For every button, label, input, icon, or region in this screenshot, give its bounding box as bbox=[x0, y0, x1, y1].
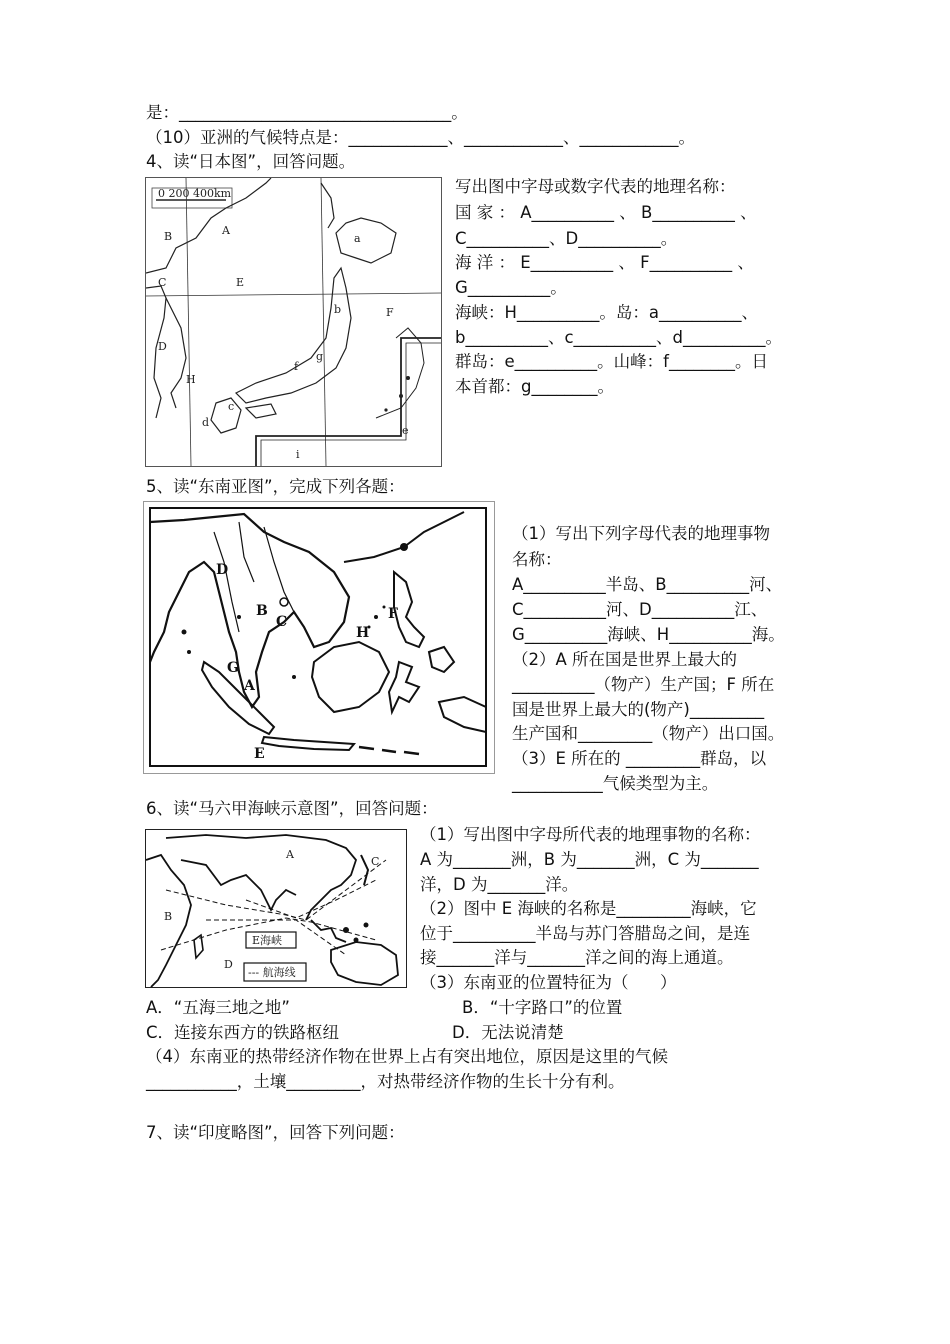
q4-line: b__________、c__________、d__________。 bbox=[455, 328, 783, 347]
q6-line: 洋，D 为_______洋。 bbox=[420, 875, 579, 894]
legend-strait: E海峡 bbox=[252, 934, 283, 947]
map-label: B bbox=[164, 230, 173, 243]
q5-line: （3）E 所在的 _________群岛，以 bbox=[512, 749, 767, 768]
option-b: B．“十字路口”的位置 bbox=[462, 998, 623, 1017]
map-label: C bbox=[371, 855, 380, 868]
q5-line: 名称： bbox=[512, 550, 562, 569]
q5-line: C__________河、D__________江、 bbox=[512, 600, 768, 619]
q5-line: （2）A 所在国是世界上最大的 bbox=[512, 650, 738, 669]
question-4-title: 4、读“日本图”，回答问题。 bbox=[146, 152, 356, 171]
q6-line: 位于__________半岛与苏门答腊岛之间，是连 bbox=[420, 924, 750, 943]
q4-line: C__________、D__________。 bbox=[455, 229, 678, 248]
q5-line: （1）写出下列字母代表的地理事物 bbox=[512, 524, 770, 543]
q4-line: 群岛：e__________。山峰：f________。日 bbox=[455, 352, 768, 371]
map-label: f bbox=[294, 360, 299, 373]
map-label: B bbox=[164, 910, 173, 923]
map-label: a bbox=[354, 232, 361, 245]
map-label: D bbox=[224, 958, 233, 971]
q5-line: __________（物产）生产国；F 所在 bbox=[512, 675, 775, 694]
question-7-title: 7、读“印度略图”，回答下列问题： bbox=[146, 1123, 405, 1142]
map-label: C bbox=[276, 614, 288, 630]
japan-map bbox=[145, 177, 442, 467]
q5-line: 国是世界上最大的(物产)_________ bbox=[512, 700, 765, 719]
southeast-asia-map bbox=[143, 501, 495, 774]
q6-line: A 为_______洲，B 为_______洲，C 为_______ bbox=[420, 850, 759, 869]
map-label: F bbox=[386, 306, 394, 319]
q6-sub4-line1: （4）东南亚的热带经济作物在世界上占有突出地位，原因是这里的气候 bbox=[146, 1047, 668, 1066]
map-label: A bbox=[244, 678, 255, 694]
map-label: d bbox=[202, 416, 210, 429]
q4-line: 国 家 ： A__________ 、 B__________ 、 bbox=[455, 203, 757, 222]
q6-sub4-line2: ___________，土壤_________，对热带经济作物的生长十分有利。 bbox=[146, 1072, 625, 1091]
question-5-title: 5、读“东南亚图”，完成下列各题： bbox=[146, 477, 405, 496]
map-label: H bbox=[186, 373, 196, 386]
option-d: D．无法说清楚 bbox=[452, 1023, 564, 1042]
legend-route: --- 航海线 bbox=[248, 966, 296, 979]
map-label: G bbox=[227, 660, 239, 676]
map-scale-text: 0 200 400km bbox=[158, 187, 232, 200]
option-c: C．连接东西方的铁路枢纽 bbox=[146, 1023, 340, 1042]
q5-line: G__________海峡、H__________海。 bbox=[512, 625, 785, 644]
map-label: C bbox=[158, 276, 167, 289]
q4-line: 本首都：g________。 bbox=[455, 377, 614, 396]
map-label: g bbox=[316, 350, 324, 363]
malacca-strait-map bbox=[145, 829, 407, 988]
map-label: A bbox=[286, 848, 294, 861]
map-label: E bbox=[236, 276, 245, 289]
q5-line: ___________气候类型为主。 bbox=[512, 774, 719, 793]
map-label: E bbox=[254, 746, 265, 762]
option-a: A．“五海三地之地” bbox=[146, 998, 290, 1017]
q4-line: 海峡：H__________。岛：a__________、 bbox=[455, 303, 759, 322]
q5-line: A__________半岛、B__________河、 bbox=[512, 575, 783, 594]
q6-line: （3）东南亚的位置特征为（ ） bbox=[420, 973, 677, 992]
map-label: e bbox=[402, 424, 409, 437]
question-6-title: 6、读“马六甲海峡示意图”，回答问题： bbox=[146, 799, 438, 818]
map-label: B bbox=[256, 603, 268, 619]
q4-line: 写出图中字母或数字代表的地理名称： bbox=[455, 177, 736, 196]
map-label: D bbox=[158, 340, 167, 353]
answer-line-asia: 是：_________________________________。 bbox=[146, 103, 468, 122]
q5-line: 生产国和_________（物产）出口国。 bbox=[512, 724, 785, 743]
map-label: H bbox=[356, 625, 370, 641]
question-10-climate: （10）亚洲的气候特点是：____________、____________、____________。 bbox=[146, 128, 695, 147]
map-label: D bbox=[216, 562, 229, 578]
map-label: i bbox=[296, 448, 300, 461]
map-label: c bbox=[228, 400, 235, 413]
q4-line: G__________。 bbox=[455, 278, 567, 297]
q6-line: 接_______洋与_______洋之间的海上通道。 bbox=[420, 948, 734, 967]
q6-line: （2）图中 E 海峡的名称是_________海峡，它 bbox=[420, 899, 757, 918]
q6-line: （1）写出图中字母所代表的地理事物的名称： bbox=[420, 825, 761, 844]
map-label: F bbox=[388, 606, 398, 622]
q4-line: 海 洋 ： E__________ 、 F__________ 、 bbox=[455, 253, 754, 272]
map-label: b bbox=[334, 303, 342, 316]
map-label: A bbox=[222, 224, 230, 237]
